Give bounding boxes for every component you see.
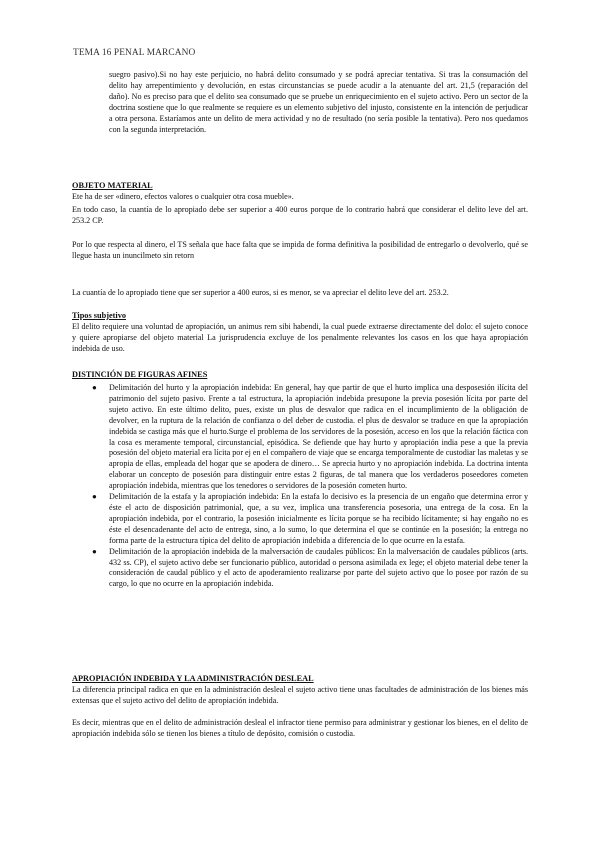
objeto-paragraph-dinero: Por lo que respecta al dinero, el TS señala que hace falta que se impida de forma definitiva la posibilidad de entregarlo o devolverlo, qué se llegue hasta un inuncilmeto sin retorn (72, 240, 528, 260)
intro-paragraph: suegro pasivo).Si no hay este perjuicio, no habrá delito consumado y se podrá apreciar tentativa. Si tras la consumación del delito hay arrepentimiento y devolución, en estas circunstancias se puede acudir a la atenuante del art. 21,5 (reparación del daño). No es preciso para que el delito sea consumado que se pruebe un enriquecimiento en el sujeto activo. Pero un sector de la doctrina sostiene que lo que realmente se requiere es un elemento subjetivo del injusto, consistente en la intención de perjudicar a otra persona. Estaríamos ante un delito de mera actividad y no de resultado (no sería posible la tentativa). Pero nos quedamos con la segunda interpretación. (109, 70, 528, 134)
section-heading-tipo-subjetivo: Tipos subjetivo (72, 311, 127, 320)
list-item-text: Delimitación del hurto y la apropiación indebida: En general, hay que partir de que el hurto implica una desposesión ilícita del patrimonio del sujeto pasivo. Frente a tal estructura, la apropiación indebida presupone la previa posesión lícita por parte del sujeto activo. En este último delito, pues, existe un plus de desvalor que radica en el incumplimiento de la obligación de devolver, en la ruptura de la relación de confianza o del deber de custodia. el plus de desvalor se traduce en que la apropiación indebida se castiga más que el hurto.Surge el problema de los servidores de la posesión, acceso en los que la relación fáctica con la cosa es meramente temporal, circunstancial, episódica. Se defiende que hay hurto y apropiación india pese a que la previa posesión del objeto material era lícita por ej en el compañero de viaje que se encarga temporalmente de custodiar las maletas y se apropia de ellas, empleada del hogar que se apodera de dinero… Se aprecia hurto y no apropiación indebida. La doctrina intenta elaborar un concepto de posesión para distinguir entre estas 2 figuras, de tal manera que los verdaderos poseedores cometen apropiación indebida, mientras que los tenedores o servidores de la posesión cometen hurto. (109, 383, 528, 491)
tipo-subjetivo-paragraph: El delito requiere una voluntad de apropiación, un animus rem sibi habendi, la cual puede extraerse directamente del dolo: el sujeto conoce y quiere apropiarse del objeto material La jurisprudencia excluye de los penalmente relevantes los casos en los que haya apropiación indebida de uso. (72, 322, 528, 353)
bullet-icon: ● (92, 383, 97, 392)
figuras-afines-list (72, 383, 528, 590)
bullet-icon: ● (92, 492, 97, 502)
page-header: TEMA 16 PENAL MARCANO (73, 48, 196, 58)
section-heading-objeto-material: OBJETO MATERIAL (72, 181, 153, 190)
section-heading-apropiacion-administracion: APROPIACIÓN INDEBIDA Y LA ADMINISTRACIÓN DESLEAL (72, 674, 314, 683)
objeto-paragraph-cuantia: La cuantía de lo apropiado tiene que ser superior a 400 euros, si es menor, se va apreciar el delito leve del art. 253.2. (72, 288, 449, 297)
list-item-text: Delimitación de la estafa y la apropiación indebida: En la estafa lo decisivo es la presencia de un engaño que determina error y éste el acto de disposición patrimonial, que, a su vez, implica una transferencia posesoria, una entrega de la cosa. En la apropiación indebida, por el contrario, la posesión inicialmente es lícita porque se ha recibido lícitamente; si hay engaño no es éste el desencadenante del acto de entrega, sino, a lo sumo, lo que determina el que se continúe en la posesión; la entrega no forma parte de la estructura típica del delito de apropiación indebida a diferencia de lo que ocurre en la estafa. (109, 492, 528, 545)
apropiacion-paragraph-1: La diferencia principal radica en que en la administración desleal el sujeto activo tiene unas facultades de administración de los bienes más extensas que el sujeto activo del delito de apropiación indebida. (72, 685, 528, 705)
bullet-icon: ● (92, 546, 97, 556)
list-item (72, 492, 528, 547)
section-heading-distincion: DISTINCIÓN DE FIGURAS AFINES (72, 370, 208, 379)
list-item (72, 383, 528, 492)
objeto-line-1: Ete ha de ser «dinero, efectos valores o cualquier otra cosa mueble». (72, 192, 294, 201)
list-item-text: Delimitación de la apropiación indebida de la malversación de caudales públicos: En la malversación de caudales públicos (arts. 432 ss. CP), el sujeto activo debe ser funcionario público, autoridad o persona asimilada ex lege; el objeto material debe tener la consideración de caudal público y el acto de apoderamiento realizarse por parte del sujeto activo que lo posee por razón de su cargo, lo que no ocurre en la apropiación indebida. (109, 546, 528, 589)
apropiacion-paragraph-2: Es decir, mientras que en el delito de administración desleal el infractor tiene permiso para administrar y gestionar los bienes, en el delito de apropiación indebida sólo se tienen los bienes a título de depósito, comisión o custodia. (72, 718, 528, 738)
list-item (72, 547, 528, 591)
objeto-line-2: En todo caso, la cuantía de lo apropiado debe ser superior a 400 euros porque de lo contrario habrá que considerar el delito leve del art. 253.2 CP. (72, 205, 528, 225)
